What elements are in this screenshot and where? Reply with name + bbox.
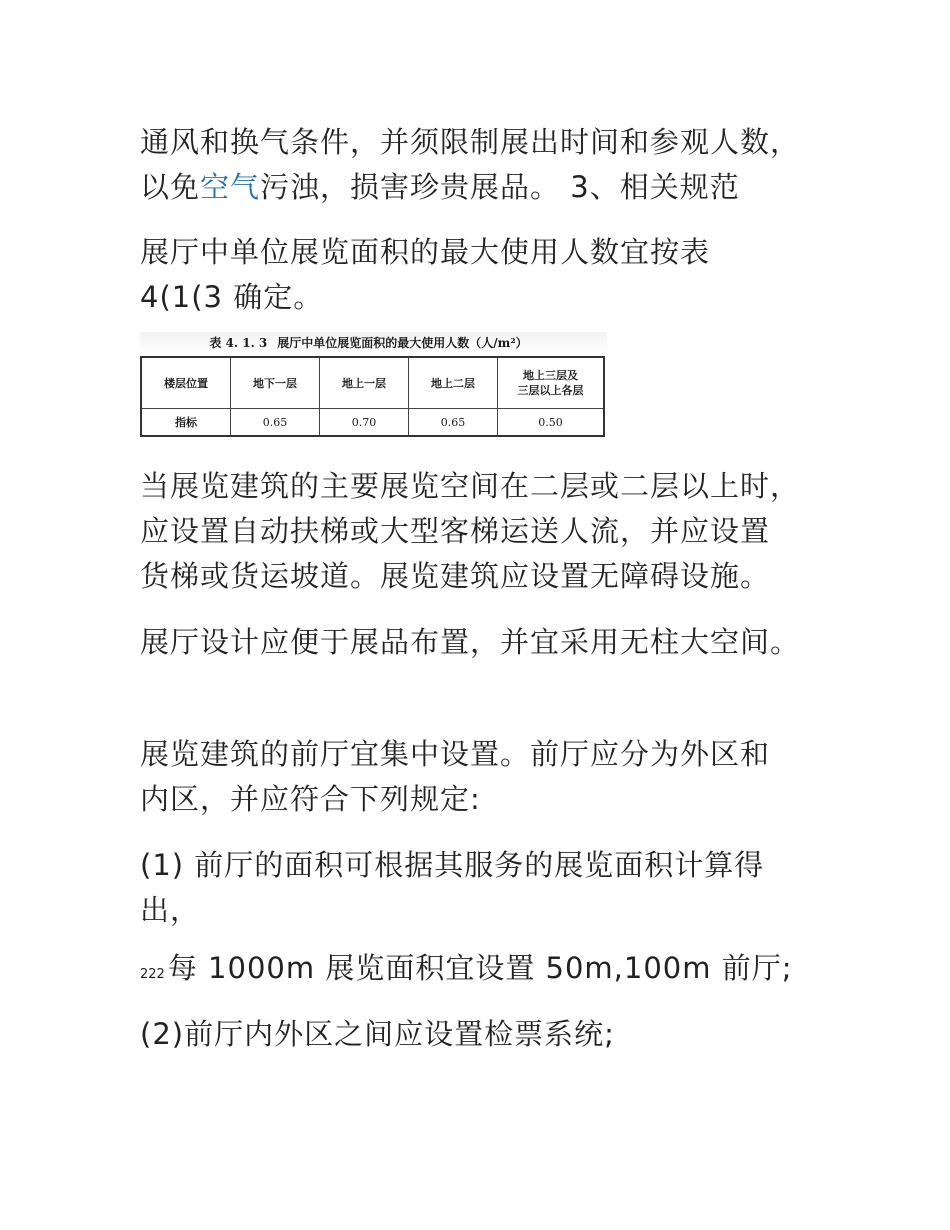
- text-line: 货梯或货运坡道。展览建筑应设置无障碍设施。: [140, 559, 771, 593]
- text-line: 内区，并应符合下列规定:: [140, 782, 481, 816]
- text-line: 通风和换气条件，并须限制展出时间和参观人数，: [140, 125, 801, 159]
- header-cell: 地下一层: [231, 357, 320, 409]
- value-cell: 0.65: [409, 409, 498, 437]
- text-line: (1) 前厅的面积可根据其服务的展览面积计算得: [140, 848, 765, 882]
- occupancy-table: [140, 356, 605, 437]
- value-cell: 0.50: [498, 409, 605, 437]
- text-line: 污浊，损害珍贵展品。 3、相关规范: [260, 170, 740, 204]
- paragraph-lobby-area: [140, 946, 830, 997]
- text-line: (2)前厅内外区之间应设置检票系统;: [140, 1017, 615, 1051]
- text-line: 应设置自动扶梯或大型客梯运送人流，并应设置: [140, 514, 771, 548]
- paragraph-table-reference: [140, 230, 830, 320]
- paragraph-rule-2: [140, 1012, 830, 1057]
- table-row: [141, 409, 604, 437]
- paragraph-escalators: [140, 464, 830, 599]
- header-cell: [498, 357, 605, 409]
- paragraph-lobby: [140, 732, 830, 822]
- value-cell: 0.70: [320, 409, 409, 437]
- superscript-marks: 222: [140, 967, 165, 982]
- paragraph-ventilation: [140, 120, 830, 210]
- air-link[interactable]: 空气: [200, 170, 261, 204]
- header-cell-line: 地上三层及: [523, 369, 578, 382]
- header-cell: 地上一层: [320, 357, 409, 409]
- scanned-table-image: [140, 332, 607, 438]
- text-line: 4(1(3 确定。: [140, 280, 324, 314]
- table-caption-number: 表 4. 1. 3: [209, 336, 268, 350]
- table-header-row: [141, 357, 604, 409]
- paragraph-hall-design: [140, 620, 830, 665]
- text-line: 每 1000m 展览面积宜设置 50m,100m 前厅;: [167, 951, 793, 985]
- text-line: 出，: [140, 893, 201, 927]
- text-line: 展厅设计应便于展品布置，并宜采用无柱大空间。: [140, 625, 801, 659]
- paragraph-rule-1: [140, 843, 830, 933]
- header-cell: 地上二层: [409, 357, 498, 409]
- header-cell: 楼层位置: [141, 357, 231, 409]
- row-label-cell: 指标: [141, 409, 231, 437]
- text-line: 展览建筑的前厅宜集中设置。前厅应分为外区和: [140, 737, 771, 771]
- header-cell-line: 三层以上各层: [517, 384, 584, 397]
- text-line: 以免: [140, 170, 201, 204]
- table-caption: [140, 332, 607, 354]
- text-line: 展厅中单位展览面积的最大使用人数宜按表: [140, 235, 711, 269]
- table-caption-title: 展厅中单位展览面积的最大使用人数（人/m²）: [277, 336, 528, 350]
- value-cell: 0.65: [231, 409, 320, 437]
- text-line: 当展览建筑的主要展览空间在二层或二层以上时，: [140, 469, 801, 503]
